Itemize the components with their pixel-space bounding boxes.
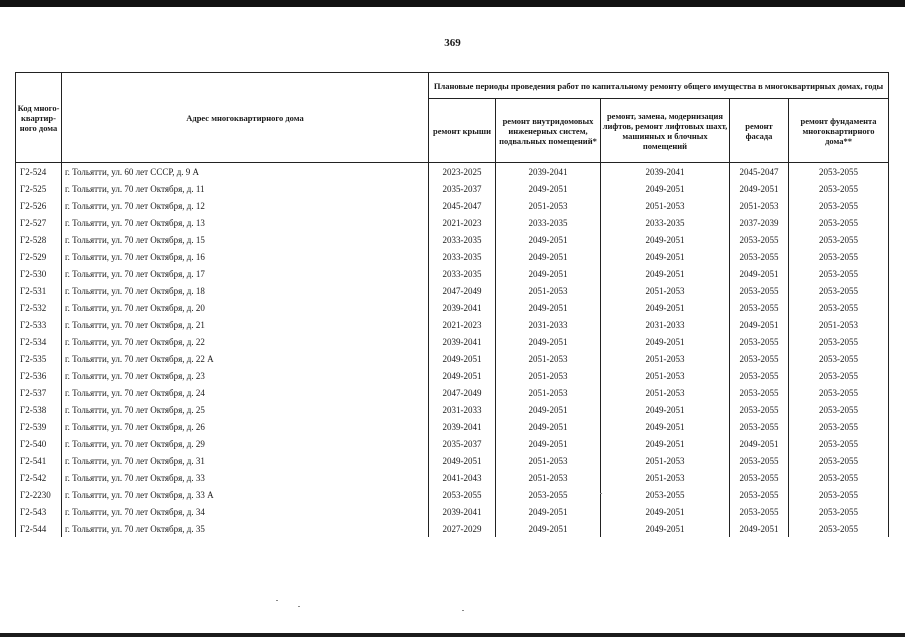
table-row (16, 520, 889, 537)
table-row (16, 350, 889, 367)
cell-roof: 2021-2023 (429, 316, 496, 333)
header-facade: ремонт фасада (730, 99, 789, 163)
cell-foundation: 2053-2055 (789, 333, 889, 350)
cell-systems: 2049-2051 (496, 520, 601, 537)
cell-foundation: 2051-2053 (789, 316, 889, 333)
cell-lifts: 2049-2051 (601, 180, 730, 197)
cell-lifts: 2049-2051 (601, 248, 730, 265)
cell-code: Г2-534 (16, 333, 62, 350)
cell-code: Г2-540 (16, 435, 62, 452)
cell-roof: 2049-2051 (429, 367, 496, 384)
cell-address: г. Тольятти, ул. 70 лет Октября, д. 21 (62, 316, 429, 333)
cell-foundation: 2053-2055 (789, 231, 889, 248)
cell-facade: 2053-2055 (730, 333, 789, 350)
cell-foundation: 2053-2055 (789, 520, 889, 537)
cell-systems: 2033-2035 (496, 214, 601, 231)
cell-facade: 2049-2051 (730, 520, 789, 537)
cell-foundation: 2053-2055 (789, 435, 889, 452)
table-header (16, 73, 889, 163)
table-row (16, 401, 889, 418)
cell-lifts: 2049-2051 (601, 503, 730, 520)
cell-roof: 2047-2049 (429, 384, 496, 401)
cell-lifts: 2049-2051 (601, 401, 730, 418)
cell-code: Г2-539 (16, 418, 62, 435)
cell-address: г. Тольятти, ул. 70 лет Октября, д. 25 (62, 401, 429, 418)
cell-address: г. Тольятти, ул. 70 лет Октября, д. 20 (62, 299, 429, 316)
cell-code: Г2-542 (16, 469, 62, 486)
cell-lifts: 2051-2053 (601, 282, 730, 299)
cell-roof: 2039-2041 (429, 418, 496, 435)
cell-address: г. Тольятти, ул. 70 лет Октября, д. 15 (62, 231, 429, 248)
cell-lifts: 2049-2051 (601, 299, 730, 316)
table-row (16, 469, 889, 486)
header-systems: ремонт внутридомовых инженерных систем, подвальных помещений* (496, 99, 601, 163)
cell-systems: 2049-2051 (496, 180, 601, 197)
cell-lifts: 2049-2051 (601, 418, 730, 435)
table-row (16, 282, 889, 299)
cell-facade: 2053-2055 (730, 401, 789, 418)
cell-foundation: 2053-2055 (789, 350, 889, 367)
cell-address: г. Тольятти, ул. 70 лет Октября, д. 17 (62, 265, 429, 282)
cell-systems: 2039-2041 (496, 163, 601, 181)
cell-lifts: 2051-2053 (601, 350, 730, 367)
cell-facade: 2045-2047 (730, 163, 789, 181)
cell-code: Г2-526 (16, 197, 62, 214)
cell-address: г. Тольятти, ул. 70 лет Октября, д. 23 (62, 367, 429, 384)
cell-facade: 2049-2051 (730, 435, 789, 452)
header-roof: ремонт крыши (429, 99, 496, 163)
header-foundation: ремонт фундамента многоквартирного дома** (789, 99, 889, 163)
cell-facade: 2053-2055 (730, 367, 789, 384)
cell-address: г. Тольятти, ул. 70 лет Октября, д. 22 А (62, 350, 429, 367)
cell-facade: 2053-2055 (730, 452, 789, 469)
table-row (16, 248, 889, 265)
cell-lifts: 2051-2053 (601, 367, 730, 384)
cell-lifts: 2049-2051 (601, 520, 730, 537)
table-row (16, 367, 889, 384)
cell-foundation: 2053-2055 (789, 503, 889, 520)
cell-facade: 2049-2051 (730, 316, 789, 333)
cell-address: г. Тольятти, ул. 70 лет Октября, д. 35 (62, 520, 429, 537)
cell-facade: 2053-2055 (730, 418, 789, 435)
cell-lifts: 2051-2053 (601, 197, 730, 214)
cell-address: г. Тольятти, ул. 70 лет Октября, д. 33 (62, 469, 429, 486)
cell-systems: 2051-2053 (496, 197, 601, 214)
cell-systems: 2051-2053 (496, 350, 601, 367)
cell-roof: 2021-2023 (429, 214, 496, 231)
cell-code: Г2-543 (16, 503, 62, 520)
cell-systems: 2049-2051 (496, 248, 601, 265)
cell-foundation: 2053-2055 (789, 452, 889, 469)
repair-schedule-table (15, 72, 889, 537)
cell-foundation: 2053-2055 (789, 265, 889, 282)
cell-facade: 2053-2055 (730, 248, 789, 265)
top-border (0, 0, 905, 7)
cell-code: Г2-530 (16, 265, 62, 282)
cell-roof: 2035-2037 (429, 180, 496, 197)
cell-lifts: 2053-2055 (601, 486, 730, 503)
cell-code: Г2-527 (16, 214, 62, 231)
cell-facade: 2053-2055 (730, 486, 789, 503)
table-row (16, 418, 889, 435)
cell-lifts: 2049-2051 (601, 435, 730, 452)
cell-address: г. Тольятти, ул. 60 лет СССР, д. 9 А (62, 163, 429, 181)
cell-foundation: 2053-2055 (789, 486, 889, 503)
cell-systems: 2049-2051 (496, 231, 601, 248)
cell-roof: 2045-2047 (429, 197, 496, 214)
cell-systems: 2031-2033 (496, 316, 601, 333)
cell-roof: 2027-2029 (429, 520, 496, 537)
cell-foundation: 2053-2055 (789, 163, 889, 181)
scan-speck (298, 606, 300, 607)
cell-facade: 2053-2055 (730, 384, 789, 401)
cell-lifts: 2051-2053 (601, 469, 730, 486)
table-row (16, 503, 889, 520)
table-row (16, 435, 889, 452)
cell-address: г. Тольятти, ул. 70 лет Октября, д. 24 (62, 384, 429, 401)
cell-systems: 2049-2051 (496, 418, 601, 435)
cell-lifts: 2049-2051 (601, 333, 730, 350)
cell-lifts: 2039-2041 (601, 163, 730, 181)
cell-foundation: 2053-2055 (789, 367, 889, 384)
cell-systems: 2051-2053 (496, 469, 601, 486)
table-body (16, 163, 889, 538)
cell-facade: 2053-2055 (730, 299, 789, 316)
header-lifts: ремонт, замена, модернизация лифтов, ремонт лифтовых шахт, машинных и блочных помещений (601, 99, 730, 163)
scan-speck (276, 600, 278, 601)
cell-foundation: 2053-2055 (789, 401, 889, 418)
cell-systems: 2051-2053 (496, 384, 601, 401)
cell-lifts: 2049-2051 (601, 231, 730, 248)
scan-speck (600, 493, 602, 494)
header-address: Адрес многоквартирного дома (62, 73, 429, 163)
table-row (16, 299, 889, 316)
cell-code: Г2-537 (16, 384, 62, 401)
cell-foundation: 2053-2055 (789, 469, 889, 486)
cell-address: г. Тольятти, ул. 70 лет Октября, д. 18 (62, 282, 429, 299)
cell-roof: 2039-2041 (429, 503, 496, 520)
cell-facade: 2049-2051 (730, 180, 789, 197)
cell-code: Г2-525 (16, 180, 62, 197)
cell-roof: 2033-2035 (429, 231, 496, 248)
cell-lifts: 2051-2053 (601, 452, 730, 469)
cell-facade: 2051-2053 (730, 197, 789, 214)
cell-systems: 2049-2051 (496, 401, 601, 418)
table-row (16, 163, 889, 181)
cell-foundation: 2053-2055 (789, 180, 889, 197)
cell-systems: 2049-2051 (496, 503, 601, 520)
cell-systems: 2049-2051 (496, 333, 601, 350)
cell-facade: 2053-2055 (730, 231, 789, 248)
table-row (16, 214, 889, 231)
cell-foundation: 2053-2055 (789, 299, 889, 316)
cell-code: Г2-524 (16, 163, 62, 181)
cell-facade: 2037-2039 (730, 214, 789, 231)
cell-address: г. Тольятти, ул. 70 лет Октября, д. 31 (62, 452, 429, 469)
cell-lifts: 2033-2035 (601, 214, 730, 231)
cell-facade: 2053-2055 (730, 350, 789, 367)
cell-roof: 2049-2051 (429, 452, 496, 469)
cell-lifts: 2049-2051 (601, 265, 730, 282)
table-row (16, 316, 889, 333)
table-row (16, 333, 889, 350)
cell-foundation: 2053-2055 (789, 282, 889, 299)
cell-roof: 2039-2041 (429, 299, 496, 316)
cell-code: Г2-535 (16, 350, 62, 367)
cell-code: Г2-538 (16, 401, 62, 418)
cell-roof: 2049-2051 (429, 350, 496, 367)
cell-address: г. Тольятти, ул. 70 лет Октября, д. 26 (62, 418, 429, 435)
cell-address: г. Тольятти, ул. 70 лет Октября, д. 16 (62, 248, 429, 265)
cell-address: г. Тольятти, ул. 70 лет Октября, д. 34 (62, 503, 429, 520)
cell-systems: 2051-2053 (496, 452, 601, 469)
cell-facade: 2053-2055 (730, 503, 789, 520)
cell-roof: 2035-2037 (429, 435, 496, 452)
table-row (16, 486, 889, 503)
cell-roof: 2033-2035 (429, 265, 496, 282)
cell-roof: 2039-2041 (429, 333, 496, 350)
table-row (16, 180, 889, 197)
bottom-border (0, 633, 905, 637)
cell-code: Г2-533 (16, 316, 62, 333)
cell-lifts: 2051-2053 (601, 384, 730, 401)
cell-facade: 2053-2055 (730, 282, 789, 299)
cell-foundation: 2053-2055 (789, 418, 889, 435)
cell-facade: 2053-2055 (730, 469, 789, 486)
cell-systems: 2049-2051 (496, 265, 601, 282)
cell-systems: 2051-2053 (496, 367, 601, 384)
cell-roof: 2033-2035 (429, 248, 496, 265)
cell-address: г. Тольятти, ул. 70 лет Октября, д. 12 (62, 197, 429, 214)
cell-lifts: 2031-2033 (601, 316, 730, 333)
cell-systems: 2049-2051 (496, 299, 601, 316)
table-row (16, 197, 889, 214)
cell-code: Г2-532 (16, 299, 62, 316)
cell-address: г. Тольятти, ул. 70 лет Октября, д. 33 А (62, 486, 429, 503)
cell-roof: 2031-2033 (429, 401, 496, 418)
table-row (16, 384, 889, 401)
cell-address: г. Тольятти, ул. 70 лет Октября, д. 29 (62, 435, 429, 452)
header-code: Код много-квартир-ного дома (16, 73, 62, 163)
cell-address: г. Тольятти, ул. 70 лет Октября, д. 11 (62, 180, 429, 197)
cell-systems: 2051-2053 (496, 282, 601, 299)
header-periods-group: Плановые периоды проведения работ по капитальному ремонту общего имущества в многоквартирных домах, годы (429, 73, 889, 99)
cell-foundation: 2053-2055 (789, 384, 889, 401)
cell-systems: 2053-2055 (496, 486, 601, 503)
cell-address: г. Тольятти, ул. 70 лет Октября, д. 22 (62, 333, 429, 350)
cell-systems: 2049-2051 (496, 435, 601, 452)
cell-foundation: 2053-2055 (789, 214, 889, 231)
table-row (16, 265, 889, 282)
table-row (16, 452, 889, 469)
cell-code: Г2-541 (16, 452, 62, 469)
cell-foundation: 2053-2055 (789, 197, 889, 214)
scan-speck (462, 610, 464, 611)
cell-code: Г2-544 (16, 520, 62, 537)
cell-roof: 2041-2043 (429, 469, 496, 486)
cell-code: Г2-529 (16, 248, 62, 265)
cell-roof: 2047-2049 (429, 282, 496, 299)
page-number: 369 (444, 37, 461, 49)
table-row (16, 231, 889, 248)
cell-code: Г2-531 (16, 282, 62, 299)
cell-code: Г2-536 (16, 367, 62, 384)
cell-foundation: 2053-2055 (789, 248, 889, 265)
cell-code: Г2-528 (16, 231, 62, 248)
cell-roof: 2053-2055 (429, 486, 496, 503)
cell-facade: 2049-2051 (730, 265, 789, 282)
cell-code: Г2-2230 (16, 486, 62, 503)
cell-address: г. Тольятти, ул. 70 лет Октября, д. 13 (62, 214, 429, 231)
cell-roof: 2023-2025 (429, 163, 496, 181)
